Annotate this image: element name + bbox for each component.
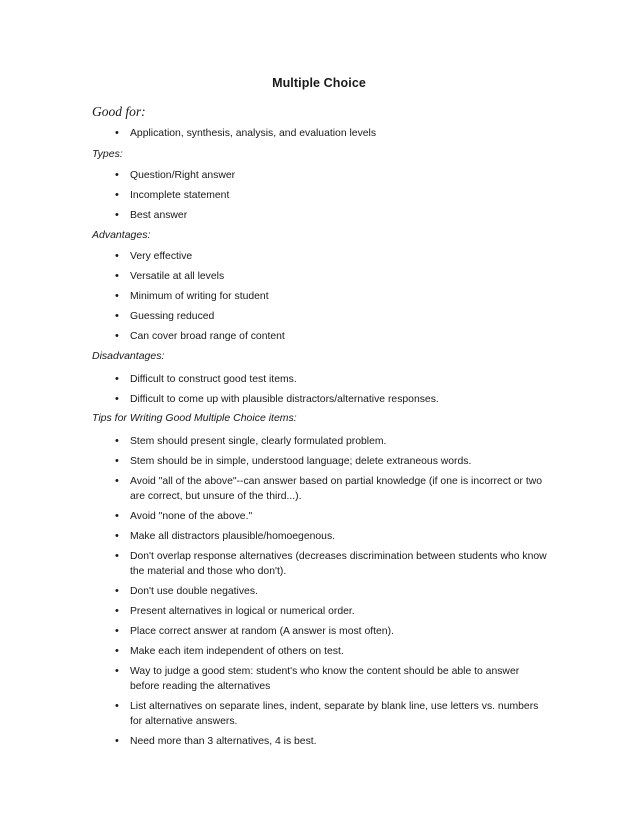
list-item: • Stem should be in simple, understood language; delete extraneous words. <box>115 455 472 467</box>
list-item: • Application, synthesis, analysis, and evaluation levels <box>115 127 377 139</box>
heading-tips: Tips for Writing Good Multiple Choice items: <box>92 412 297 424</box>
list-item: • Very effective <box>115 250 193 262</box>
bullet-icon: • <box>115 435 119 447</box>
heading-good-for: Good for: <box>92 104 146 119</box>
bullet-icon: • <box>115 735 119 747</box>
list-item: • Guessing reduced <box>115 310 215 322</box>
list-item: • Way to judge a good stem: student's who know the content should be able to answer before reading the alternatives <box>115 665 520 692</box>
bullet-icon: • <box>115 393 119 405</box>
list-disadvantages <box>0 372 638 412</box>
list-item: • Place correct answer at random (A answer is most often). <box>115 625 394 637</box>
bullet-icon: • <box>115 373 119 385</box>
list-item: • Present alternatives in logical or numerical order. <box>115 605 355 617</box>
bullet-icon: • <box>115 127 119 139</box>
heading-types: Types: <box>92 148 123 160</box>
bullet-icon: • <box>115 550 119 562</box>
list-item: • Difficult to come up with plausible distractors/alternative responses. <box>115 393 439 405</box>
list-item: • Don't use double negatives. <box>115 585 258 597</box>
heading-advantages: Advantages: <box>92 229 151 241</box>
bullet-icon: • <box>115 310 119 322</box>
bullet-icon: • <box>115 475 119 487</box>
bullet-icon: • <box>115 250 119 262</box>
list-item: • Can cover broad range of content <box>115 330 285 342</box>
list-item: • Difficult to construct good test items. <box>115 373 297 385</box>
bullet-icon: • <box>115 665 119 677</box>
document-title: Multiple Choice <box>272 76 366 90</box>
bullet-icon: • <box>115 209 119 221</box>
bullet-icon: • <box>115 270 119 282</box>
bullet-icon: • <box>115 189 119 201</box>
list-good-for <box>0 126 638 146</box>
list-item: • Question/Right answer <box>115 169 236 181</box>
bullet-icon: • <box>115 169 119 181</box>
bullet-icon: • <box>115 290 119 302</box>
bullet-icon: • <box>115 530 119 542</box>
list-item: • Don't overlap response alternatives (decreases discrimination between students who know the material and those who don't). <box>115 550 547 577</box>
list-item: • Stem should present single, clearly formulated problem. <box>115 435 387 447</box>
bullet-icon: • <box>115 330 119 342</box>
list-item: • Avoid "all of the above"--can answer based on partial knowledge (if one is incorrect or two are correct, but unsure of the third...). <box>115 475 543 502</box>
list-item: • Best answer <box>115 209 188 221</box>
list-item: • Make each item independent of others on test. <box>115 645 344 657</box>
list-types <box>0 168 638 228</box>
bullet-icon: • <box>115 605 119 617</box>
list-item: • Need more than 3 alternatives, 4 is best. <box>115 735 317 747</box>
list-item: • Incomplete statement <box>115 189 230 201</box>
list-item: • List alternatives on separate lines, indent, separate by blank line, use letters vs. numbers for alternative answers. <box>115 700 539 727</box>
bullet-icon: • <box>115 625 119 637</box>
bullet-icon: • <box>115 700 119 712</box>
bullet-icon: • <box>115 645 119 657</box>
list-item: • Avoid "none of the above." <box>115 510 253 522</box>
list-advantages <box>0 249 638 349</box>
bullet-icon: • <box>115 510 119 522</box>
list-tips <box>0 434 638 754</box>
list-item: • Make all distractors plausible/homoegenous. <box>115 530 336 542</box>
list-item: • Minimum of writing for student <box>115 290 269 302</box>
bullet-icon: • <box>115 455 119 467</box>
list-item: • Versatile at all levels <box>115 270 225 282</box>
heading-disadvantages: Disadvantages: <box>92 350 165 362</box>
bullet-icon: • <box>115 585 119 597</box>
